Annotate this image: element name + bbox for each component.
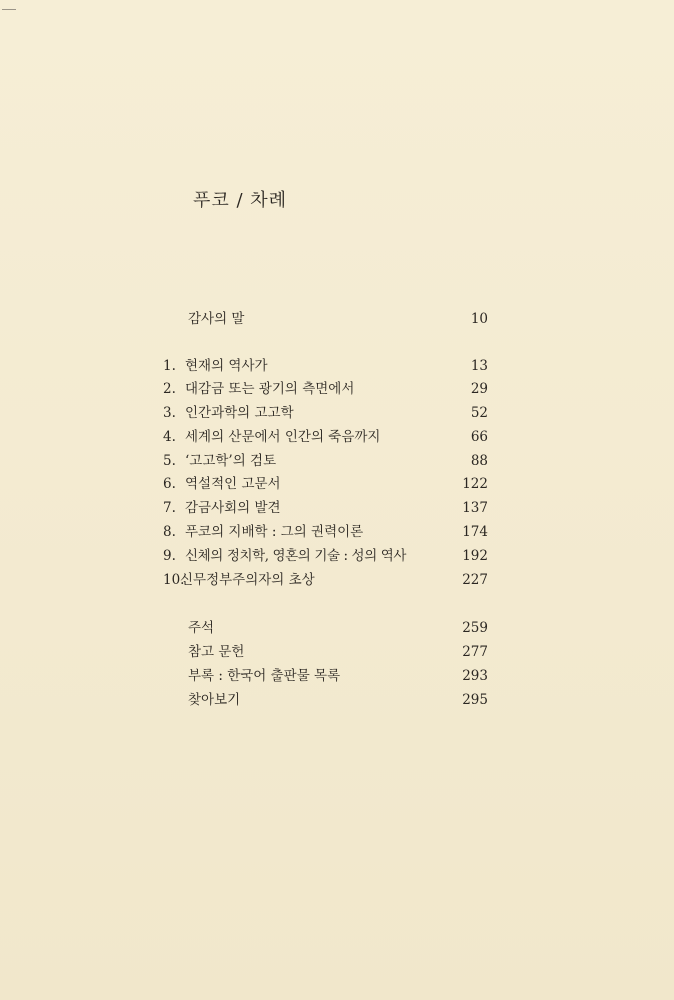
- toc-entry-label: 대감금 또는 광기의 측면에서: [185, 381, 355, 397]
- toc-entry-label: 부록 : 한국어 출판물 목록: [188, 668, 341, 684]
- toc-entry-page: 29: [470, 381, 488, 397]
- toc-entry-front: [188, 308, 488, 330]
- toc-entry-number: 1.: [163, 358, 176, 374]
- toc-entry-number: 6.: [163, 476, 176, 492]
- toc-entry-chapter: [163, 521, 488, 543]
- toc-entry-back: [188, 689, 488, 711]
- toc-entry-label: 인간과학의 고고학: [185, 405, 294, 421]
- toc-entry-page: 10: [470, 311, 488, 327]
- toc-entry-label: 감금사회의 발견: [185, 500, 281, 516]
- toc-entry-page: 137: [462, 500, 488, 516]
- corner-mark: [2, 9, 16, 10]
- toc-entry-label: 찾아보기: [188, 692, 241, 708]
- toc-entry-chapter: [163, 569, 488, 591]
- toc-entry-back: [188, 641, 488, 663]
- toc-entry-chapter: [163, 473, 488, 495]
- toc-entry-chapter: [163, 355, 488, 377]
- toc-entry-back: [188, 617, 488, 639]
- toc-entry-back: [188, 665, 488, 687]
- toc-entry-chapter: [163, 450, 488, 472]
- toc-entry-page: 227: [462, 572, 488, 588]
- toc-entry-chapter: [163, 545, 488, 567]
- toc-entry-number: 9.: [163, 548, 176, 564]
- toc-entry-label: 세계의 산문에서 인간의 죽음까지: [185, 429, 381, 445]
- toc-entry-number: 3.: [163, 405, 176, 421]
- toc-entry-number: 10.: [163, 572, 185, 588]
- toc-entry-page: 88: [470, 453, 488, 469]
- toc-entry-label: 주석: [188, 620, 215, 636]
- toc-entry-label: ‘고고학’의 검토: [185, 453, 277, 469]
- toc-entry-page: 122: [462, 476, 488, 492]
- toc-entry-number: 2.: [163, 381, 176, 397]
- toc-entry-number: 7.: [163, 500, 176, 516]
- toc-entry-page: 192: [462, 548, 488, 564]
- toc-entry-page: 295: [462, 692, 488, 708]
- toc-entry-page: 174: [462, 524, 488, 540]
- toc-entry-label: 신무정부주의자의 초상: [180, 572, 315, 588]
- toc-entry-label: 현재의 역사가: [185, 358, 268, 374]
- toc-entry-page: 66: [470, 429, 488, 445]
- toc-entry-label: 신체의 정치학, 영혼의 기술 : 성의 역사: [185, 548, 407, 564]
- toc-entry-page: 259: [462, 620, 488, 636]
- toc-entry-number: 8.: [163, 524, 176, 540]
- toc-entry-label: 푸코의 지배학 : 그의 권력이론: [185, 524, 364, 540]
- toc-entry-page: 277: [462, 644, 488, 660]
- toc-entry-label: 감사의 말: [188, 311, 245, 327]
- toc-entry-label: 참고 문헌: [188, 644, 245, 660]
- toc-entry-page: 13: [470, 358, 488, 374]
- toc-entry-chapter: [163, 402, 488, 424]
- toc-entry-page: 293: [462, 668, 488, 684]
- toc-entry-chapter: [163, 497, 488, 519]
- toc-entry-page: 52: [470, 405, 488, 421]
- toc-entry-number: 5.: [163, 453, 176, 469]
- page-title: 푸코 / 차례: [193, 190, 288, 211]
- toc-entry-number: 4.: [163, 429, 176, 445]
- toc-entry-label: 역설적인 고문서: [185, 476, 281, 492]
- toc-entry-chapter: [163, 378, 488, 400]
- toc-entry-chapter: [163, 426, 488, 448]
